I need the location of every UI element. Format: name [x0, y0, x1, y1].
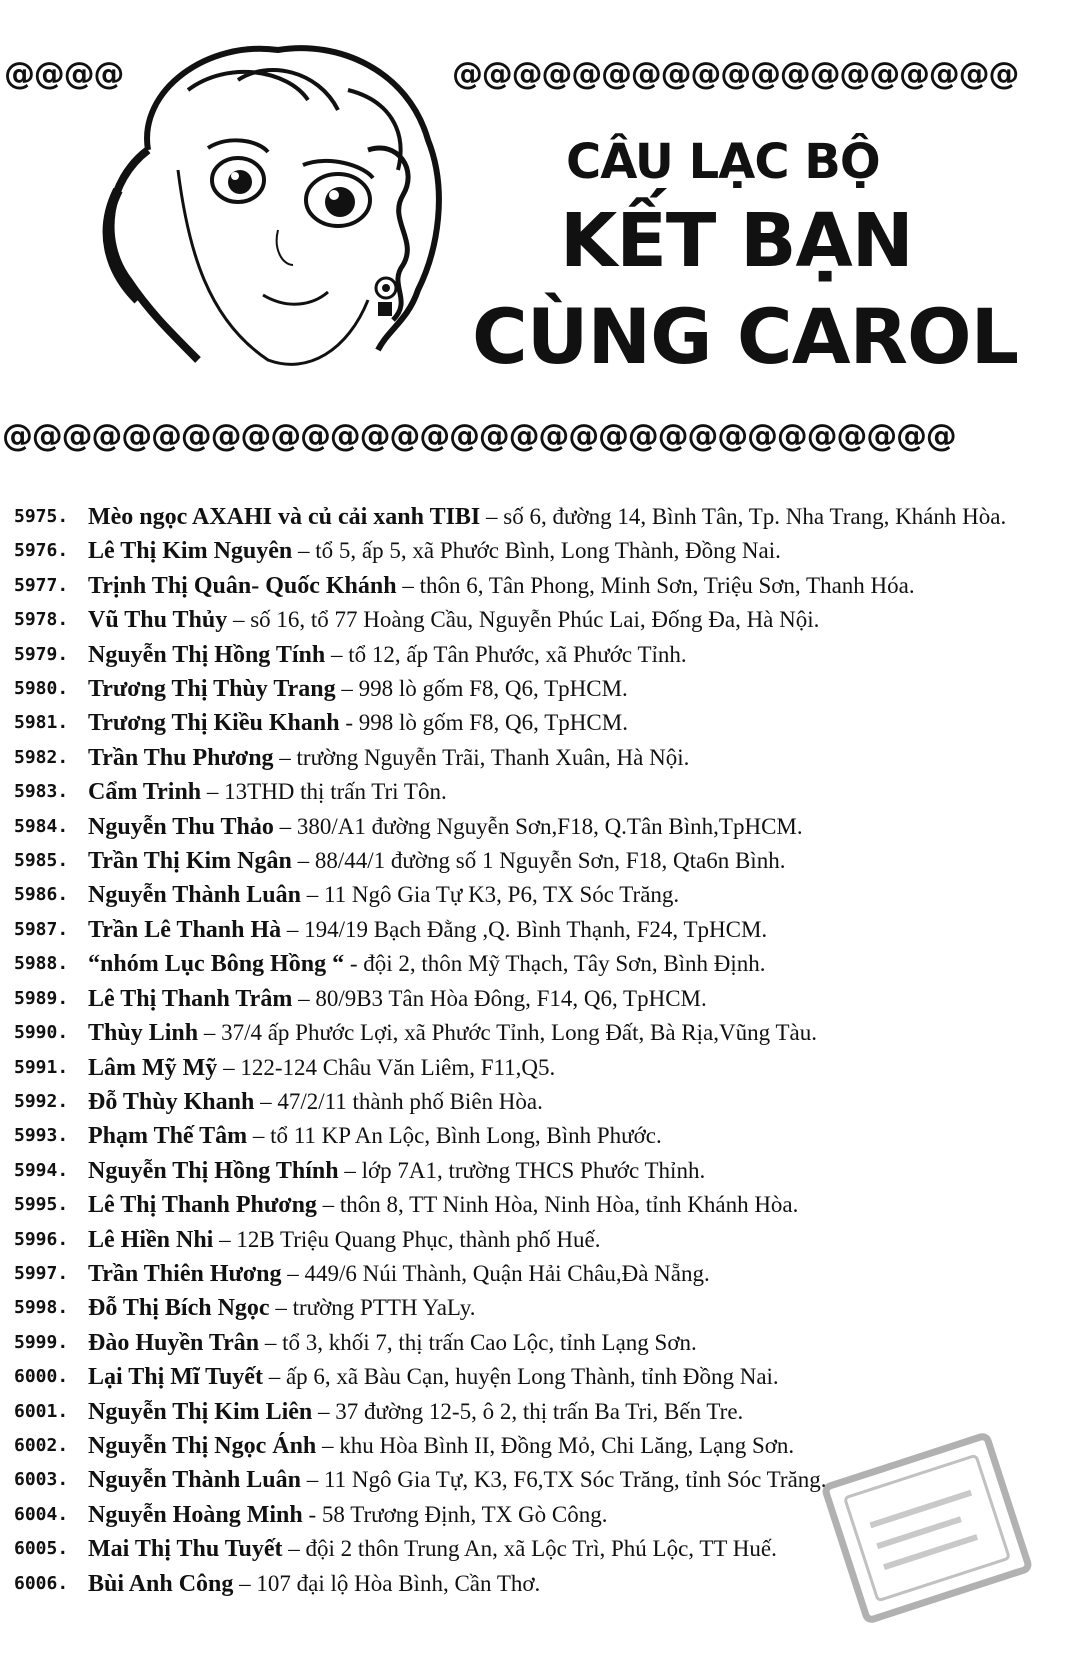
entry-address: tổ 5, ấp 5, xã Phước Bình, Long Thành, Đồng Nai. [315, 538, 781, 564]
entry-separator: – [292, 538, 316, 564]
list-item [14, 706, 1054, 740]
entry-separator: – [247, 1123, 271, 1149]
list-item [14, 638, 1054, 672]
entry-separator: – [233, 1570, 257, 1596]
list-item [14, 810, 1054, 844]
entry-separator: – [312, 1398, 336, 1424]
entry-separator: – [259, 1329, 283, 1355]
entry-separator: – [217, 1054, 241, 1080]
entry-separator: – [338, 1157, 362, 1183]
list-item [14, 878, 1054, 912]
entry-name: Lại Thị Mĩ Tuyết [88, 1364, 263, 1391]
entry-separator: – [213, 1226, 237, 1252]
entry-name: Bùi Anh Công [88, 1570, 234, 1597]
entry-address: 37 đường 12-5, ô 2, thị trấn Ba Tri, Bến Tre. [335, 1398, 744, 1424]
entry-name: Mai Thị Thu Tuyết [88, 1536, 283, 1563]
entry-address: trường PTTH YaLy. [292, 1295, 476, 1321]
entry-separator: – [292, 985, 316, 1011]
girl-illustration [88, 30, 488, 410]
entry-separator: – [301, 1467, 324, 1493]
entry-number: 6002. [14, 1434, 69, 1456]
entry-name: Nguyễn Thành Luân [88, 1467, 301, 1494]
entry-address: thôn 8, TT Ninh Hòa, Ninh Hòa, tỉnh Khánh Hòa. [339, 1192, 799, 1218]
entry-name: Nguyễn Thị Ngọc Ánh [88, 1432, 317, 1459]
entry-separator: – [301, 882, 324, 908]
entry-address: 194/19 Bạch Đằng ,Q. Bình Thạnh, F24, TpHCM. [304, 916, 768, 942]
entry-separator: – [198, 1020, 222, 1046]
entry-name: Mèo ngọc AXAHI và củ cải xanh TIBI [88, 504, 481, 530]
list-item [14, 1016, 1054, 1050]
entry-separator: – [281, 1260, 305, 1286]
entry-name: Nguyễn Thu Thảo [88, 813, 274, 840]
entry-number: 5999. [14, 1331, 69, 1353]
list-item [14, 741, 1054, 775]
entry-separator: – [291, 848, 315, 874]
entry-name: Lê Thị Kim Nguyên [88, 538, 293, 565]
at-sign-border-top-left: @@@@ [4, 56, 124, 92]
entry-number: 5978. [14, 609, 69, 631]
entry-address: 998 lò gốm F8, Q6, TpHCM. [358, 676, 628, 702]
entry-separator: – [335, 676, 359, 702]
entry-address: 47/2/11 thành phố Biên Hòa. [277, 1088, 543, 1114]
entry-number: 6003. [14, 1469, 69, 1491]
entry-number: 5976. [14, 540, 69, 562]
list-item [14, 1326, 1054, 1360]
entry-separator: – [316, 1432, 340, 1458]
entry-address: 380/A1 đường Nguyễn Sơn,F18, Q.Tân Bình,TpHCM. [296, 813, 803, 839]
entry-address: 88/44/1 đường số 1 Nguyễn Sơn, F18, Qta6n Bình. [314, 848, 786, 874]
entry-number: 6000. [14, 1366, 69, 1388]
entry-address: thôn 6, Tân Phong, Minh Sơn, Triệu Sơn, Thanh Hóa. [419, 572, 915, 598]
list-item [14, 913, 1054, 947]
entry-address: 11 Ngô Gia Tự, K3, F6,TX Sóc Trăng, tỉnh Sóc Trăng. [324, 1467, 827, 1493]
entry-separator: – [269, 1295, 293, 1321]
header-title-line3: CÙNG CAROL [472, 292, 1019, 381]
entry-number: 5991. [14, 1056, 69, 1078]
entry-separator: - [302, 1501, 322, 1527]
entry-address: ấp 6, xã Bàu Cạn, huyện Long Thành, tỉnh Đồng Nai. [285, 1364, 779, 1390]
entry-name: Nguyễn Thành Luân [88, 882, 301, 909]
at-sign-border-top-right: @@@@@@@@@@@@@@@@@@@ [452, 56, 1019, 92]
entry-number: 5989. [14, 987, 69, 1009]
list-item [14, 1085, 1054, 1119]
entry-address: 12B Triệu Quang Phục, thành phố Huế. [236, 1226, 601, 1252]
entry-number: 5980. [14, 678, 69, 700]
entry-separator: – [273, 813, 297, 839]
entry-address: tổ 12, ấp Tân Phước, xã Phước Tỉnh. [348, 641, 687, 667]
entry-name: Đào Huyền Trân [88, 1329, 260, 1356]
entry-address: 449/6 Núi Thành, Quận Hải Châu,Đà Nẵng. [304, 1260, 710, 1286]
entry-address: đội 2, thôn Mỹ Thạch, Tây Sơn, Bình Định. [363, 951, 766, 977]
at-sign-divider: @@@@@@@@@@@@@@@@@@@@@@@@@@@@@@@@ [2, 418, 956, 454]
entry-number: 5982. [14, 746, 69, 768]
entry-separator: – [273, 744, 297, 770]
list-item [14, 534, 1054, 568]
entry-number: 6005. [14, 1538, 69, 1560]
entry-separator: - [344, 951, 364, 977]
entry-separator: – [396, 572, 420, 598]
entry-number: 5985. [14, 850, 69, 872]
list-item [14, 947, 1054, 981]
entry-address: số 6, đường 14, Bình Tân, Tp. Nha Trang, Khánh Hòa. [503, 504, 1007, 529]
entry-name: Đỗ Thị Bích Ngọc [88, 1295, 270, 1322]
entry-name: Lê Thị Thanh Phương [88, 1192, 317, 1219]
entry-number: 6001. [14, 1400, 69, 1422]
list-item [14, 1154, 1054, 1188]
entry-number: 5975. [14, 506, 69, 527]
header-title-line1: CÂU LẠC BỘ [566, 134, 880, 190]
entry-separator: – [282, 1536, 306, 1562]
entry-address: 13THD thị trấn Tri Tôn. [224, 779, 447, 805]
list-item [14, 1188, 1054, 1222]
list-item [14, 500, 1054, 534]
entry-name: Trương Thị Thùy Trang [88, 676, 336, 703]
entry-number: 5996. [14, 1228, 69, 1250]
entry-name: Trần Thu Phương [88, 744, 274, 771]
entry-number: 5983. [14, 781, 69, 803]
list-item [14, 1257, 1054, 1291]
entry-address: 11 Ngô Gia Tự K3, P6, TX Sóc Trăng. [324, 882, 680, 908]
entry-name: Vũ Thu Thủy [88, 607, 228, 634]
entry-separator: – [325, 641, 349, 667]
watermark-stamp [812, 1418, 1042, 1638]
entry-number: 5998. [14, 1297, 69, 1319]
entry-number: 6006. [14, 1572, 69, 1594]
list-item [14, 1291, 1054, 1325]
entry-address: 58 Trương Định, TX Gò Công. [321, 1501, 608, 1527]
entry-number: 5977. [14, 574, 69, 596]
entry-name: Trịnh Thị Quân- Quốc Khánh [88, 572, 397, 599]
list-item [14, 672, 1054, 706]
entry-name: Lê Thị Thanh Trâm [88, 985, 293, 1012]
entry-number: 5979. [14, 643, 69, 665]
entry-address: lớp 7A1, trường THCS Phước Thỉnh. [361, 1157, 706, 1183]
entry-address: 998 lò gốm F8, Q6, TpHCM. [358, 710, 628, 736]
list-item [14, 1360, 1054, 1394]
entry-name: Nguyễn Hoàng Minh [88, 1501, 303, 1528]
entry-number: 5984. [14, 815, 69, 837]
entry-number: 5981. [14, 712, 69, 734]
entry-number: 5987. [14, 918, 69, 940]
entry-number: 5997. [14, 1262, 69, 1284]
list-item [14, 1223, 1054, 1257]
list-item [14, 603, 1054, 637]
entry-name: Thùy Linh [88, 1020, 199, 1047]
list-item [14, 1119, 1054, 1153]
entry-number: 5990. [14, 1022, 69, 1044]
entry-name: Nguyễn Thị Kim Liên [88, 1398, 313, 1425]
entry-address: 37/4 ấp Phước Lợi, xã Phước Tỉnh, Long Đất, Bà Rịa,Vũng Tàu. [221, 1020, 817, 1046]
entry-separator: - [339, 710, 359, 736]
entry-separator: – [480, 504, 504, 529]
list-item [14, 844, 1054, 878]
list-item [14, 982, 1054, 1016]
entry-separator: – [316, 1192, 340, 1218]
entry-name: Nguyễn Thị Hồng Tính [88, 641, 326, 668]
entry-number: 5993. [14, 1125, 69, 1147]
entry-separator: – [254, 1088, 278, 1114]
entry-separator: – [262, 1364, 286, 1390]
entry-name: Trần Thiên Hương [88, 1260, 282, 1287]
entry-address: 107 đại lộ Hòa Bình, Cần Thơ. [256, 1570, 541, 1596]
entry-address: trường Nguyễn Trãi, Thanh Xuân, Hà Nội. [296, 744, 690, 770]
entry-name: Lâm Mỹ Mỹ [88, 1054, 218, 1081]
entry-address: 80/9B3 Tân Hòa Đông, F14, Q6, TpHCM. [315, 985, 707, 1011]
list-item [14, 1051, 1054, 1085]
entry-number: 5986. [14, 884, 69, 906]
entry-name: Trần Thị Kim Ngân [88, 848, 292, 875]
header-title-line2: KẾT BẠN [560, 198, 913, 284]
entry-number: 5992. [14, 1090, 69, 1112]
list-item [14, 775, 1054, 809]
entry-address: số 16, tổ 77 Hoàng Cầu, Nguyễn Phúc Lai, Đống Đa, Hà Nội. [250, 607, 820, 633]
entry-separator: – [201, 779, 225, 805]
entry-separator: – [281, 916, 305, 942]
entry-address: tổ 11 KP An Lộc, Bình Long, Bình Phước. [270, 1123, 662, 1149]
entry-name: Nguyễn Thị Hồng Thính [88, 1157, 339, 1184]
entry-number: 5988. [14, 953, 69, 975]
entry-name: Trần Lê Thanh Hà [88, 916, 282, 943]
entry-number: 5995. [14, 1194, 69, 1216]
entry-address: đội 2 thôn Trung An, xã Lộc Trì, Phú Lộc, TT Huế. [305, 1536, 777, 1562]
entry-name: Đỗ Thùy Khanh [88, 1088, 255, 1115]
entry-address: 122-124 Châu Văn Liêm, F11,Q5. [240, 1054, 556, 1080]
entry-number: 5994. [14, 1159, 69, 1181]
entry-name: Phạm Thế Tâm [88, 1123, 248, 1150]
entry-number: 6004. [14, 1503, 69, 1525]
entry-name: Cẩm Trinh [88, 779, 202, 806]
entry-name: Trương Thị Kiều Khanh [88, 710, 340, 737]
entry-separator: – [227, 607, 251, 633]
entry-address: tổ 3, khối 7, thị trấn Cao Lộc, tỉnh Lạng Sơn. [282, 1329, 697, 1355]
list-item [14, 569, 1054, 603]
entry-name: Lê Hiền Nhi [88, 1226, 214, 1253]
entry-address: khu Hòa Bình II, Đồng Mỏ, Chi Lăng, Lạng Sơn. [339, 1432, 795, 1458]
entry-name: “nhóm Lục Bông Hồng “ [88, 951, 345, 978]
